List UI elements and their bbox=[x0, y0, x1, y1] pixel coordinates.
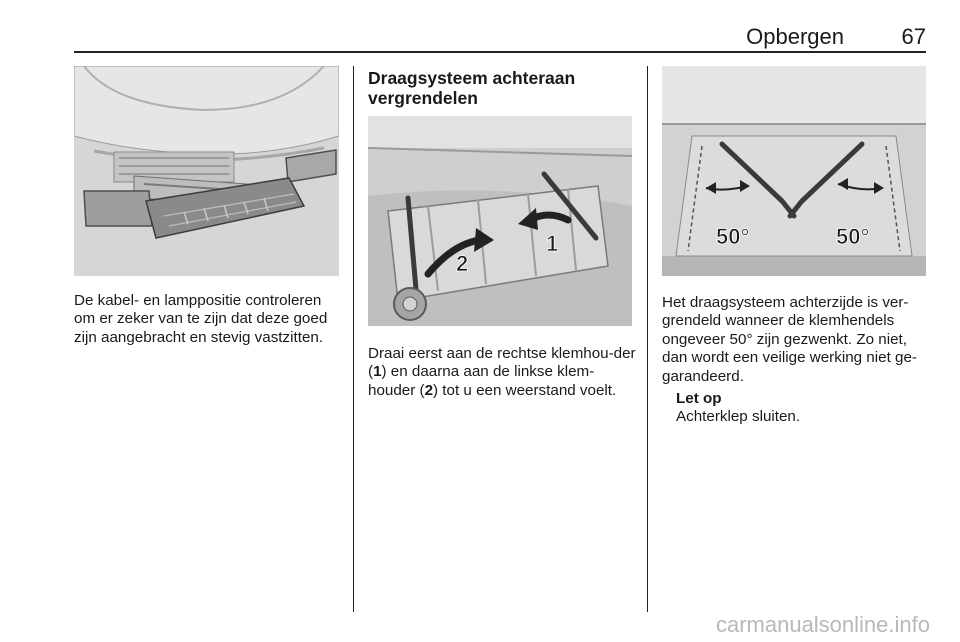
page-number: 67 bbox=[901, 24, 926, 49]
figure-clamp-holders bbox=[368, 116, 632, 326]
reference-number-2: 2 bbox=[424, 381, 434, 399]
header-rule bbox=[74, 51, 926, 53]
column-divider-2 bbox=[647, 66, 648, 612]
text-fragment: ) en daarna aan de linkse klem-houder ( bbox=[368, 363, 595, 399]
footer-watermark: carmanualsonline.info bbox=[715, 612, 930, 637]
reference-number-1: 1 bbox=[373, 363, 382, 381]
cable-check-paragraph: De kabel- en lamppositie controleren om er zeker van te zijn dat deze goed zijn aangebracht en stevig vastzitten. bbox=[74, 292, 328, 346]
header-title: Opbergen bbox=[746, 24, 844, 49]
angle-label-right: 50° bbox=[836, 224, 870, 249]
figure-label-1: 1 bbox=[546, 231, 559, 256]
text-fragment: Draai eerst aan de rechtse klemhou-der ( bbox=[368, 345, 636, 381]
lever-angle-illustration bbox=[662, 66, 926, 276]
bumper-illustration bbox=[74, 66, 339, 276]
angle-label-left: 50° bbox=[716, 224, 750, 249]
figure-bumper-light-bar bbox=[74, 66, 339, 276]
figure-lever-angles bbox=[662, 66, 926, 276]
clamp-instructions-paragraph bbox=[368, 345, 640, 400]
text-fragment: ) tot u een weerstand voelt. bbox=[433, 381, 617, 399]
note-text: Achterklep sluiten. bbox=[676, 408, 801, 425]
lock-status-paragraph: Het draagsysteem achterzijde is ver-grendeld wanneer de klemhendels ongeveer 50° zijn gezwenkt. Zo niet, dan wordt een veilige werking niet ge-garandeerd. bbox=[662, 294, 917, 385]
note-label: Let op bbox=[676, 390, 722, 407]
clamp-illustration bbox=[368, 116, 632, 326]
figure-label-2: 2 bbox=[456, 251, 469, 276]
column-divider-1 bbox=[353, 66, 354, 612]
section-heading: Draagsysteem achteraan vergrendelen bbox=[368, 68, 576, 108]
